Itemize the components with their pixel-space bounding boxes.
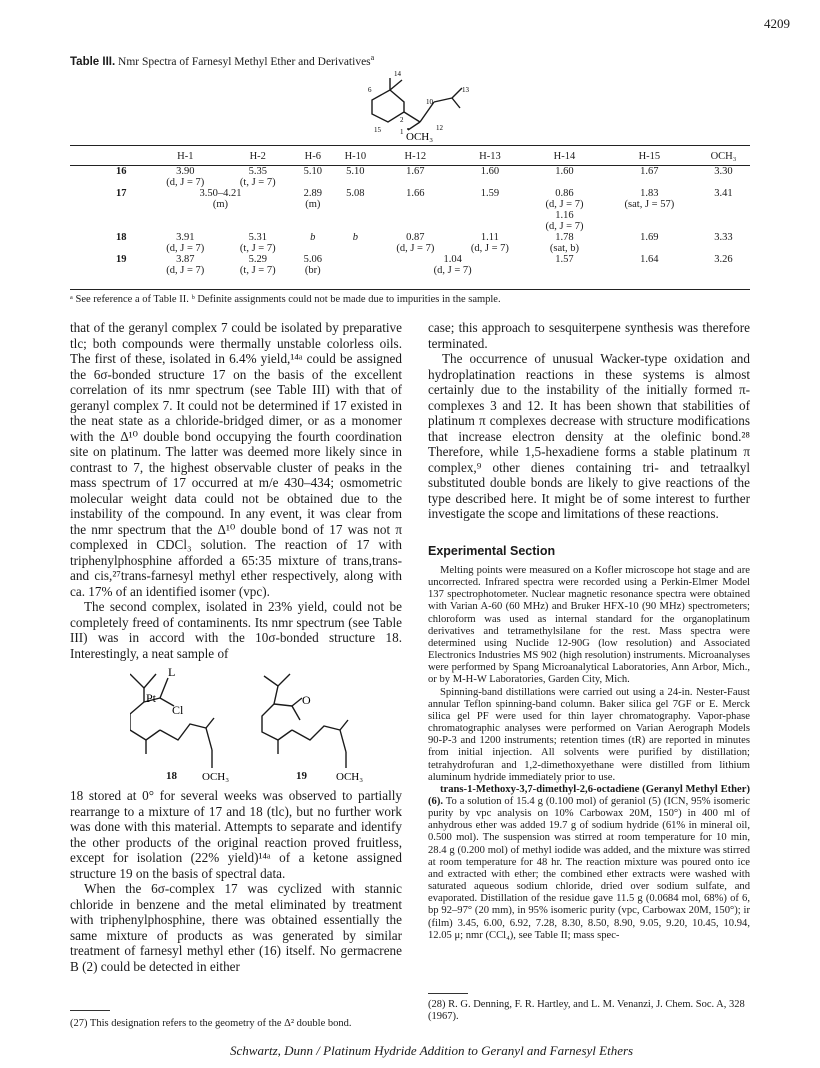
table-cell xyxy=(148,166,223,189)
cell-line: (d, J = 7) xyxy=(545,221,584,232)
ligand-label: L xyxy=(168,668,176,679)
cell-line: 1.11 xyxy=(480,232,499,243)
cell-line: 1.16 xyxy=(555,210,574,221)
col-header: H-10 xyxy=(344,151,367,162)
cell-line: (d, J = 7) xyxy=(545,199,584,210)
table-cell xyxy=(148,232,223,254)
cell-line: (d, J = 7) xyxy=(396,243,435,254)
experimental-paragraph: Spinning-band distillations were carried out using a 24-in. Nester-Faust annular Teflon spinning-band column. Baker silica gel 7GF or E. Merck silica gel PF were used for thin layer chromatography. Vapor-phase chromatographic analyses were performed on Varian Aerograph Models 90-P-3 and 1200 instruments; retention times (tR) are reported in minutes from initial injection. All solvents were purified by distillation; tetrahydrofuran and 1,2-dimethoxyethane were distilled from lithium aluminum hydride immediately prior to use. xyxy=(428,686,750,783)
table-rule-top xyxy=(70,145,750,146)
complex-structures-figure xyxy=(130,668,410,784)
col-header: H-15 xyxy=(638,151,661,162)
locant-6: 6 xyxy=(368,86,372,94)
table-cell: b xyxy=(310,232,316,243)
cell-line: (d, J = 7) xyxy=(166,177,205,188)
table-cell: 3.33 xyxy=(714,232,733,243)
table-cell xyxy=(333,254,378,276)
och3-label-19: OCH₃ xyxy=(336,771,364,783)
locant-1: 1 xyxy=(400,128,404,136)
cell-line: (sat, J = 57) xyxy=(624,199,675,210)
chloride-label: Cl xyxy=(172,703,184,717)
footnote-rule xyxy=(428,993,468,994)
col-header xyxy=(70,151,148,166)
cell-line: (d, J = 7) xyxy=(433,265,472,276)
table-cell: 1.67 xyxy=(640,166,659,177)
table-title-sup: a xyxy=(370,53,375,62)
page-number: 4209 xyxy=(764,16,790,31)
cell-line: 1.83 xyxy=(640,188,659,199)
section-heading: Experimental Section xyxy=(428,544,556,558)
col-header: H-13 xyxy=(479,151,501,162)
cell-line: 5.31 xyxy=(248,232,267,243)
table-row xyxy=(70,188,750,232)
experimental-paragraph: Melting points were measured on a Kofler microscope hot stage and are uncorrected. Infrared spectra were recorded using a Perkin-Elmer Model 137 spectrophotometer. Nuclear magnetic resonance spectra were obtained with Varian A-60 (60 MHz) and Bruker HFX-10 (90 MHz) spectrometers; chloroform was used as internal standard for the organoplatinum derivatives and tetramethylsilane for the rest. Mass spectra were determined using Nuclide 12-90G (low resolution) and Associated Electronics Industries MS 902 (high resolution) instruments. Microanalyses were performed by Spang Microanalytical Laboratories, Ann Arbor, Mich., or by M-H-W Laboratories, Garden City, Mich. xyxy=(428,565,750,686)
table-cell xyxy=(148,254,223,276)
experimental-section xyxy=(428,565,750,942)
figure-caption-18: 18 xyxy=(166,770,177,782)
locant-2: 2 xyxy=(400,116,404,124)
compound-number: 19 xyxy=(116,254,127,265)
table-cell xyxy=(453,232,528,254)
table-cell xyxy=(293,188,333,232)
table-cell: 1.67 xyxy=(406,166,425,177)
col-header: H-2 xyxy=(249,151,266,162)
cell-line: (t, J = 7) xyxy=(239,177,276,188)
table-cell xyxy=(527,188,602,232)
cell-line: 5.35 xyxy=(248,166,267,177)
right-column xyxy=(428,320,750,522)
cell-line: 5.06 xyxy=(303,254,322,265)
table-cell: b xyxy=(352,232,358,243)
table-row xyxy=(70,254,750,276)
cell-line: 3.90 xyxy=(176,166,195,177)
table-cell xyxy=(378,232,453,254)
table-cell: 1.59 xyxy=(480,188,500,199)
cell-line: (m) xyxy=(305,199,321,210)
farnesyl-structure xyxy=(360,68,500,142)
compound-number: 16 xyxy=(116,166,127,177)
table-cell: 1.69 xyxy=(640,232,659,243)
table-header-row xyxy=(70,151,750,166)
col-header: H-14 xyxy=(553,151,576,162)
compound-heading: trans-1-Methoxy-3,7-dimethyl-2,6-octadiene (Geranyl Methyl Ether) (6). xyxy=(428,783,750,807)
locant-13: 13 xyxy=(462,86,469,94)
table-cell: 1.60 xyxy=(555,166,574,177)
table-title: Nmr Spectra of Farnesyl Methyl Ether and Derivatives xyxy=(118,55,371,68)
locant-14: 14 xyxy=(394,70,401,78)
table-cell: 5.08 xyxy=(346,188,365,199)
table-cell: 5.10 xyxy=(346,166,365,177)
cell-line: 1.78 xyxy=(555,232,574,243)
table-cell: 3.26 xyxy=(714,254,733,265)
table-cell xyxy=(223,232,293,254)
compound-number: 17 xyxy=(116,188,127,199)
table-cell: 5.10 xyxy=(303,166,322,177)
ketone-oxygen-label: O xyxy=(302,693,311,707)
cell-line: (br) xyxy=(304,265,321,276)
compound-number: 18 xyxy=(116,232,127,243)
table-label: Table III. xyxy=(70,55,116,68)
table-cell: 1.66 xyxy=(406,188,425,199)
cell-line: (m) xyxy=(212,199,229,210)
cell-line: 5.29 xyxy=(248,254,267,265)
cell-line: 2.89 xyxy=(303,188,322,199)
footnote-28: (28) R. G. Denning, F. R. Hartley, and L. M. Venanzi, J. Chem. Soc. A, 328 (1967). xyxy=(428,999,745,1022)
cell-line: 3.87 xyxy=(176,254,195,265)
cell-line: (d, J = 7) xyxy=(166,243,205,254)
footnote-27: (27) This designation refers to the geometry of the Δ² double bond. xyxy=(70,1018,352,1029)
col-header: H-1 xyxy=(177,151,194,162)
body-paragraph: case; this approach to sesquiterpene synthesis was therefore terminated. xyxy=(428,320,750,351)
table-cell xyxy=(602,188,697,232)
footnote-rule xyxy=(70,1010,110,1011)
locant-10: 10 xyxy=(426,98,433,106)
table-caption xyxy=(70,53,374,68)
body-paragraph: The occurrence of unusual Wacker-type oxidation and hydroplatination reactions in these systems is almost certainly due to the instability of the initially formed π-complexes 3 and 12. It has been shown that stabilities of platinum π complexes decrease with structure modifications that increase electron density at the olefinic bond.²⁸ Therefore, while 1,5-hexadiene forms a stable platinum π complex,⁹ other dienes containing tri- and tetraalkyl substituted double bonds are likely to give reactions of the type described here. It might be of some interest to further investigate the scope and limitations of these reactions. xyxy=(428,351,750,521)
cell-line: (d, J = 7) xyxy=(166,265,205,276)
table-row xyxy=(70,166,750,189)
cell-line: 0.86 xyxy=(555,188,574,199)
table-cell xyxy=(527,232,602,254)
locant-15: 15 xyxy=(374,126,381,134)
left-column xyxy=(70,320,402,661)
experimental-text: To a solution of 15.4 g (0.100 mol) of geraniol (5) (ICN, 95% isomeric purity by vpc analysis on 10% Carbowax 20M, 150°) in 400 ml of anhydrous ether was added 19.7 g of sodium hydride (61% in mineral oil, 0.500 mol). The suspension was stirred at room temperature for 10 min, 28.4 g (0.200 mol) of methyl iodide was added, and the mixture was stirred at room temperature for 48 hr. The reaction mixture was poured onto ice and extracted with ether; the combined ether extracts were washed with saturated aqueous sodium chloride, dried over sodium sulfate, and evaporated. Distillation of the residue gave 11.5 g (0.0684 mol, 68%) of 6, bp 92–97° (20 mm), in 95% isomeric purity (vpc, Carbowax 20M, 150°); ir (film) 3.45, 6.00, 6.92, 7.28, 8.30, 8.50, 8.90, 9.05, 9.20, 10.45, 10.94, 12.05 μ; nmr (CCl₄), see Table II; mass spec- xyxy=(428,795,750,941)
table-cell xyxy=(293,254,333,276)
table-cell: 1.60 xyxy=(480,166,500,177)
table-cell xyxy=(223,254,293,276)
cell-line: (d, J = 7) xyxy=(470,243,509,254)
experimental-paragraph xyxy=(428,784,750,942)
cell-line: (t, J = 7) xyxy=(239,243,276,254)
cell-line: 1.04 xyxy=(443,254,462,265)
table-cell: 3.41 xyxy=(714,188,733,199)
left-column-continued xyxy=(70,788,402,974)
table-cell xyxy=(223,166,293,189)
och3-label-18: OCH₃ xyxy=(202,771,230,783)
platinum-label: Pt xyxy=(146,691,157,705)
table-row xyxy=(70,232,750,254)
body-paragraph: When the 6σ-complex 17 was cyclized with stannic chloride in benzene and the metal eliminated by treatment with triphenylphosphine, there was obtained essentially the same mixture of products as was generated by similar treatment of farnesyl methyl ether (16) itself. No germacrene B (2) could be detected in either xyxy=(70,881,402,974)
table-cell: 3.30 xyxy=(714,166,733,177)
table-cell: 1.64 xyxy=(640,254,659,265)
och3-label: OCH₃ xyxy=(406,131,434,142)
locant-12: 12 xyxy=(436,124,443,132)
col-header: H-6 xyxy=(304,151,321,162)
body-paragraph: The second complex, isolated in 23% yield, could not be completely freed of contaminents. Its nmr spectrum (see Table III) was in accord with the 10σ-bonded structure 18. Interestingly, a neat sample of xyxy=(70,599,402,661)
table-footnote: ᵃ See reference a of Table II. ᵇ Definite assignments could not be made due to impurities in the sample. xyxy=(70,294,501,305)
table-cell: 1.57 xyxy=(555,254,574,265)
col-header: OCH₃ xyxy=(710,151,737,162)
body-paragraph: 18 stored at 0° for several weeks was observed to partially rearrange to a mixture of 17 and 18 (tlc), but no further work was done with this material. Attempts to separate and identify the other products of the original reaction proved fruitless, except for isolation (22% yield)¹⁴ᵃ of a ketone assigned structure 19 on the basis of spectral data. xyxy=(70,788,402,881)
cell-line: 3.91 xyxy=(176,232,195,243)
cell-line: (t, J = 7) xyxy=(239,265,276,276)
cell-line: (sat, b) xyxy=(549,243,580,254)
table-rule-bottom xyxy=(70,289,750,290)
nmr-table xyxy=(70,151,750,276)
table-cell-merged xyxy=(378,254,527,276)
col-header: H-12 xyxy=(404,151,427,162)
figure-caption-19: 19 xyxy=(296,770,307,782)
body-paragraph: that of the geranyl complex 7 could be isolated by preparative tlc; both compounds were thermally unstable colorless oils. The first of these, isolated in 6.4% yield,¹⁴ᵃ could be assigned the 6σ-bonded structure 17 on the basis of the excellent correlation of its nmr spectrum (see Table III) with that of geranyl complex 7. It could not be determined if 17 existed in the neat state as a chloride-bridged dimer, or as a monomer with the Δ¹⁰ double bond occupying the fourth coordination site on platinum. The latter was deemed more likely since in contrast to 7, the highest observable cluster of peaks in the mass spectrum of 17 occurred at m/e 430–434; osmometric molecular weight data could not be obtained due to the instability of the compound. In any event, it was clear from the nmr spectrum that the Δ¹⁰ double bond of 17 was not π complexed in CDCl₃ solution. The reaction of 17 with triphenylphosphine afforded a 65:35 mixture of trans,trans- and cis,²⁷trans-farnesyl methyl ether respectively, along with ca. 17% of an identified isomer (vpc). xyxy=(70,320,402,599)
cell-line: 3.50–4.21 xyxy=(199,188,242,199)
cell-line: 0.87 xyxy=(406,232,425,243)
table-cell-merged xyxy=(148,188,293,232)
running-footer: Schwartz, Dunn / Platinum Hydride Addition to Geranyl and Farnesyl Ethers xyxy=(230,1043,634,1058)
